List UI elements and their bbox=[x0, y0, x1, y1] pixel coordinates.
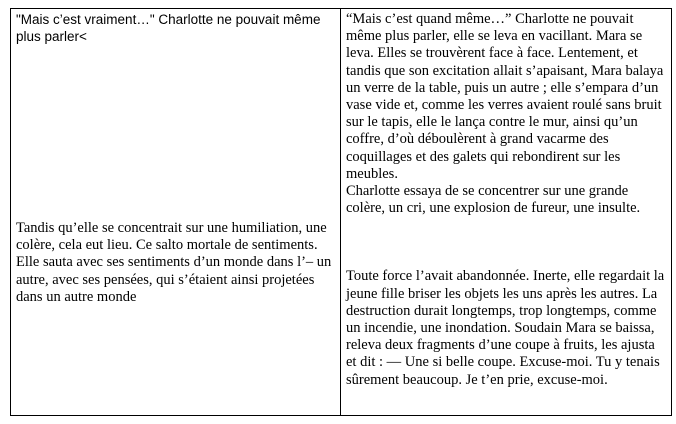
translation-comparison-table bbox=[10, 8, 672, 416]
translation-paragraph-3: Toute force l’avait abandonnée. Inerte, elle regardait la jeune fille briser les objets les uns après les autres. La destruction durait longtemps, trop longtemps, comme un incendie, une inondation. Soudain Mara se baissa, releva deux fragments d’une coupe à fruits, les ajusta et dit : — Une si belle coupe. Excuse-moi. Tu y tenais sûrement beaucoup. Je t’en prie, excuse-moi. bbox=[346, 268, 665, 388]
paragraph-spacer bbox=[346, 217, 667, 268]
table-row bbox=[11, 9, 672, 416]
translation-text-cell bbox=[341, 9, 672, 416]
source-paragraph-2: Tandis qu’elle se concentrait sur une humiliation, une colère, cela eut lieu. Ce salto mortale de sentiments. Elle sauta avec ses sentiments d’un monde dans l’– un autre, avec ses pensées, qui s’étaient ainsi projetées dans un autre monde bbox=[16, 220, 332, 305]
translation-paragraph-1: “Mais c’est quand même…” Charlotte ne pouvait même plus parler, elle se leva en vacillant. Mara se leva. Elles se trouvèrent face à face. Lentement, et tandis que son excitation allait s’apaisant, Mara balaya un verre de la table, puis un autre ; elle s’empara d’un vase vide et, comme les verres avaient roulé sans bruit sur le tapis, elle le lança contre le mur, ainsi qu’un coffre, d’où déboulèrent à grand vacarme des coquillages et des galets qui rebondirent sur les meubles. bbox=[346, 11, 664, 182]
translation-paragraph-2: Charlotte essaya de se concentrer sur une grande colère, un cri, une explosion de fureur, une insulte. bbox=[346, 183, 641, 217]
source-text-cell bbox=[11, 9, 341, 416]
source-paragraph-1: "Mais c’est vraiment…" Charlotte ne pouvait même plus parler< bbox=[16, 12, 321, 44]
